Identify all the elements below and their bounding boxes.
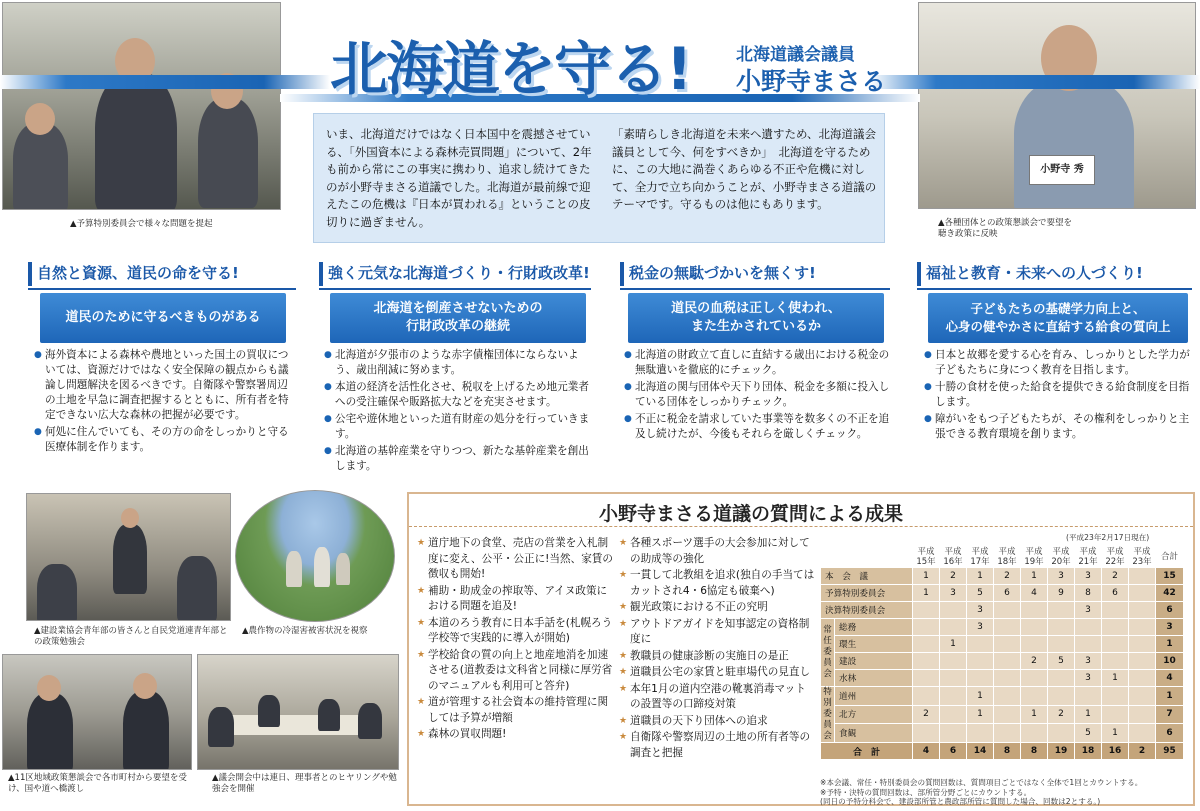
sum-cell: 19 [1048,743,1075,760]
banner-line: 心身の健やかさに直結する給食の質向上 [945,319,1171,334]
subtitle-role: 北海道議会議員 [736,45,855,65]
table-cell [1102,653,1129,670]
table-cell: 1 [913,585,940,602]
table-cell [913,687,940,706]
list-item: ● 北海道の財政立て直しに直結する歳出における税金の無駄遣いを徹底的にチェック。 [624,348,892,378]
table-cell [1048,724,1075,743]
table-cell [1048,602,1075,619]
photo-hearing-session [197,654,399,770]
list-item: ★ 本道のろう教育に日本手話を(札幌ろう学校等で実践的に導入が開始) [417,616,615,647]
list-item: ★ 道庁地下の食堂、売店の営業を入札制度に変え、公平・公正に!当然、家賃の徴収も開始! [417,536,615,583]
table-cell [1129,687,1156,706]
table-cell [913,724,940,743]
table-cell: 5 [1048,653,1075,670]
results-table [820,546,1184,760]
list-item: ★ 観光政策における不正の究明 [619,600,815,616]
year-header: 平成17年 [967,547,994,568]
group-label: 常任委員会 [821,619,835,687]
table-cell [913,653,940,670]
table-cell [940,687,967,706]
total-header: 合計 [1156,547,1184,568]
section-banner [330,293,586,343]
table-cell [1102,705,1129,724]
photo-caption: ▲議会開会中は連日、理事者とのヒヤリングや勉強会を開催 [212,773,397,794]
notes [820,778,1142,807]
table-cell: 1 [1021,705,1048,724]
table-cell [940,653,967,670]
sum-cell: 8 [1021,743,1048,760]
section-banner [928,293,1188,343]
row-label: 水林 [835,670,913,687]
banner-line: 子どもたちの基礎学力向上と、 [970,301,1146,316]
sum-cell: 8 [994,743,1021,760]
row-label: 決算特別委員会 [821,602,913,619]
table-cell [940,670,967,687]
list-item: ★ 本年1月の道内空港の靴裏消毒マットの設置等の口蹄疫対策 [619,682,815,713]
grand-total: 95 [1156,743,1184,760]
table-cell [1129,636,1156,653]
banner-line: 道民の血税は正しく使われ、 [671,301,841,316]
table-row [821,636,1184,653]
table-row [821,619,1184,636]
table-cell [1102,619,1129,636]
table-cell: 1 [913,568,940,585]
section-rule [28,288,296,290]
sum-cell: 2 [1129,743,1156,760]
list-item: ★ 道職員公宅の家賃と駐車場代の見直し [619,665,815,681]
table-cell [967,724,994,743]
table-row [821,568,1184,585]
table-cell: 8 [1075,585,1102,602]
row-total: 3 [1156,619,1184,636]
table-cell: 3 [1075,568,1102,585]
list-item: ● 北海道の関与団体や天下り団体、税金を多額に投入している団体をしっかりチェック。 [624,380,892,410]
table-cell [1048,636,1075,653]
table-cell: 2 [1102,568,1129,585]
group-label: 特別委員会 [821,687,835,743]
table-cell [1129,619,1156,636]
photo-caption: ▲11区地域政策懇談会で各市町村から要望を受け、国や道へ橋渡し [8,773,187,794]
table-row [821,705,1184,724]
photo-caption: ▲建設業協会青年部の皆さんと自民党道連青年部との政策勉強会 [34,626,228,647]
table-cell [967,653,994,670]
table-cell [994,619,1021,636]
results-title: 小野寺まさる道議の質問による成果 [599,503,904,525]
table-cell: 1 [1102,724,1129,743]
table-cell [1102,602,1129,619]
row-total: 6 [1156,602,1184,619]
header-bar-right [870,75,1200,89]
list-item: ● 海外資本による森林や農地といった国土の買収については、資源だけではなく安全保障の観点からも議論し問題解決を図るべきです。自衛隊や警察署周辺の土地を早急に調査把握するとともに、所有者を特定できない広大な森林の把握が必要です。 [34,348,298,423]
table-cell: 3 [1075,653,1102,670]
list-item: ★ 森林の買収問題! [417,727,615,743]
results-header [409,494,1193,527]
photo-caption: ▲予算特別委員会で様々な問題を提起 [70,219,213,229]
table-row [821,653,1184,670]
row-label: 北方 [835,705,913,724]
table-cell [1021,636,1048,653]
section-banner [40,293,286,343]
table-cell: 1 [1102,670,1129,687]
table-cell [1102,687,1129,706]
list-item: ● 公宅や遊休地といった道有財産の処分を行っていきます。 [324,412,592,442]
list-item: ● 障がいをもつ子どもたちが、その権利をしっかりと主張できる教育環境を創ります。 [924,412,1194,442]
note-line: ※予特・決特の質問回数は、部所管分野ごとにカウントする。 [820,787,1032,797]
table-cell [1129,705,1156,724]
intro-left-text: いま、北海道だけではなく日本国中を震撼させている、「外国資本による森林売買問題」について、2年も前から常にこの事実に携わり、追求し続けてきたのが小野寺まさる道議でした。北海道が最前線で迎えたこの危機は『日本が買われる』ということの皮切りに過ぎません。 [326,127,592,229]
row-label: 道州 [835,687,913,706]
table-cell: 1 [967,705,994,724]
sum-label: 合 計 [821,743,913,760]
section-rule [620,288,890,290]
banner-line: 北海道を倒産させないための [373,301,543,316]
table-cell [913,619,940,636]
photo-regional-meeting [2,654,192,770]
name-plate: 小野寺 秀 [1029,155,1095,185]
row-total: 7 [1156,705,1184,724]
year-header: 平成20年 [1048,547,1075,568]
table-cell: 9 [1048,585,1075,602]
table-cell: 6 [994,585,1021,602]
subtitle-name: 小野寺まさる [736,67,887,96]
row-total: 4 [1156,670,1184,687]
intro-right-text: 「素晴らしき北海道を未来へ遺すため、北海道議会議員として今、何をすべきか」 北海道を守るために、この大地に渦巻くあらゆる不正や危機に対して、全力で立ち向かうことが、小野寺まさる道議のテーマです。守るものは他にもあります。 [612,127,877,211]
year-header: 平成19年 [1021,547,1048,568]
table-cell [967,670,994,687]
list-item: ● 何処に住んでいても、その方の命をしっかりと守る医療体制を作ります。 [34,425,298,455]
table-cell [1129,585,1156,602]
table-cell [940,619,967,636]
table-cell: 1 [967,568,994,585]
table-cell [994,687,1021,706]
section-bullets [624,348,892,444]
table-cell: 1 [1075,705,1102,724]
list-item: ★ 道職員の天下り団体への追求 [619,714,815,730]
section-rule [917,288,1192,290]
table-cell [1129,568,1156,585]
year-header: 平成15年 [913,547,940,568]
table-cell [1075,636,1102,653]
table-cell: 2 [994,568,1021,585]
list-item: ● 本道の経済を活性化させ、税収を上げるため地元業者への受注確保や販路拡大などを充実させます。 [324,380,592,410]
table-cell [913,602,940,619]
table-cell: 5 [967,585,994,602]
section-heading: 税金の無駄づかいを無くす! [620,262,890,286]
list-item: ★ 自衛隊や警察周辺の土地の所有者等の調査と把握 [619,730,815,761]
row-label: 本 会 議 [821,568,913,585]
table-cell: 5 [1075,724,1102,743]
photo-crop-inspection [235,490,395,622]
table-cell: 2 [1021,653,1048,670]
table-cell: 3 [967,619,994,636]
photo-caption: ▲各種団体との政策懇談会で要望を聴き政策に反映 [938,218,1073,239]
row-label: 環生 [835,636,913,653]
row-total: 1 [1156,687,1184,706]
sum-cell: 14 [967,743,994,760]
table-cell: 1 [1021,568,1048,585]
table-cell [940,602,967,619]
banner-line: また生かされているか [690,319,821,334]
row-total: 15 [1156,568,1184,585]
table-cell: 2 [1048,705,1075,724]
row-total: 1 [1156,636,1184,653]
table-cell [1048,619,1075,636]
section-heading: 自然と資源、道民の命を守る! [28,262,298,286]
section-bullets [324,348,592,476]
table-cell [1129,653,1156,670]
table-cell [1021,687,1048,706]
row-label: 建設 [835,653,913,670]
table-cell: 3 [967,602,994,619]
table-cell [1021,619,1048,636]
sum-cell: 4 [913,743,940,760]
banner-line: 行財政改革の継続 [405,319,510,334]
note-line: ※本会議、常任・特別委員会の質問回数は、質問項目ごとではなく全体で1回とカウントする。 [820,778,1143,787]
table-cell: 4 [1021,585,1048,602]
photo-policy-meeting [918,2,1196,209]
row-total: 10 [1156,653,1184,670]
photo-caption: ▲農作物の冷湿害被害状況を視察 [242,626,368,636]
year-header: 平成23年 [1129,547,1156,568]
list-item: ● 北海道が夕張市のような赤字債権団体にならないよう、歳出削減に努めます。 [324,348,592,378]
year-header: 平成16年 [940,547,967,568]
table-cell: 3 [1075,602,1102,619]
table-cell [1048,670,1075,687]
row-total: 42 [1156,585,1184,602]
table-cell [913,636,940,653]
list-item: ● 不正に税金を請求していた事業等を数多くの不正を追及し続けたが、今後もそれらを厳しくチェック。 [624,412,892,442]
table-cell [1075,687,1102,706]
date-reference: (平成23年2月17日現在) [1066,533,1150,542]
list-item: ● 北海道の基幹産業を守りつつ、新たな基幹産業を創出します。 [324,444,592,474]
table-row [821,724,1184,743]
table-cell [1075,619,1102,636]
photo-budget-committee [2,2,281,210]
results-list-right [619,536,815,762]
section-heading: 強く元気な北海道づくり・行財政改革! [319,262,599,286]
row-label: 総務 [835,619,913,636]
results-panel [407,492,1195,806]
sum-cell: 16 [1102,743,1129,760]
table-cell [994,705,1021,724]
list-item: ★ アウトドアガイドを知事認定の資格制度に [619,617,815,648]
table-row [821,602,1184,619]
table-cell [1129,724,1156,743]
table-cell [1021,602,1048,619]
table-cell [1102,636,1129,653]
table-cell: 3 [1075,670,1102,687]
list-item: ● 日本と故郷を愛する心を育み、しっかりとした学力が子どもたちに身につく教育を目指します。 [924,348,1194,378]
list-item: ★ 一貫して北教組を追求(独自の手当てはカットされ4・6協定も破棄へ) [619,568,815,599]
row-total: 6 [1156,724,1184,743]
table-cell [913,670,940,687]
table-cell [1129,602,1156,619]
table-corner [821,547,913,568]
table-cell [994,724,1021,743]
table-cell [1021,670,1048,687]
section-bullets [34,348,298,457]
row-label: 食観 [835,724,913,743]
banner-line: 道民のために守るべきものがある [65,310,261,325]
table-cell: 3 [940,585,967,602]
sum-cell: 6 [940,743,967,760]
year-header: 平成21年 [1075,547,1102,568]
table-cell [994,636,1021,653]
table-cell [1048,687,1075,706]
section-heading: 福祉と教育・未来への人づくり! [917,262,1197,286]
list-item: ★ 各種スポーツ選手の大会参加に対しての助成等の強化 [619,536,815,567]
page-title: 北海道を守る! [330,35,691,103]
table-cell [994,670,1021,687]
table-cell: 1 [940,636,967,653]
table-cell: 2 [940,568,967,585]
table-cell [940,724,967,743]
list-item: ★ 道が管理する社会資本の維持管理に関しては予算が増額 [417,695,615,726]
table-cell: 2 [913,705,940,724]
list-item: ★ 教職員の健康診断の実施日の是正 [619,649,815,665]
table-row [821,585,1184,602]
list-item: ★ 補助・助成金の搾取等、アイヌ政策における問題を追及! [417,584,615,615]
section-rule [319,288,591,290]
table-cell [967,636,994,653]
table-cell: 6 [1102,585,1129,602]
sum-row [821,743,1184,760]
table-cell: 3 [1048,568,1075,585]
table-cell: 1 [967,687,994,706]
section-bullets [924,348,1194,444]
table-row [821,687,1184,706]
table-cell [994,653,1021,670]
table-row [821,670,1184,687]
header-bar-left [0,75,330,89]
sum-cell: 18 [1075,743,1102,760]
table-cell [1021,724,1048,743]
results-list-left [417,536,615,744]
note-line: (同日の予特分科会で、建設部所管と農政部所管に質問した場合、回数は2とする。) [820,797,1101,806]
intro-box [313,113,885,243]
list-item: ● 十勝の食材を使った給食を提供できる給食制度を目指します。 [924,380,1194,410]
list-item: ★ 学校給食の質の向上と地産地消を加速させる(道教委は文科省と同様に厚労省のマニュアルも利用可と答弁) [417,648,615,695]
year-header: 平成18年 [994,547,1021,568]
row-label: 予算特別委員会 [821,585,913,602]
photo-study-meeting [26,493,231,621]
year-header: 平成22年 [1102,547,1129,568]
table-cell [1129,670,1156,687]
table-cell [940,705,967,724]
table-cell [994,602,1021,619]
section-banner [628,293,884,343]
